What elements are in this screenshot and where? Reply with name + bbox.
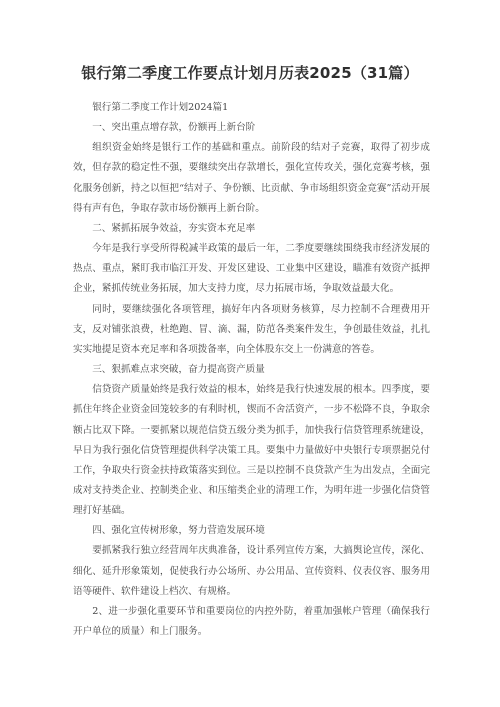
section-3-heading: 三、狠抓难点求突破，奋力提高资产质量 — [92, 364, 265, 376]
closing-paragraph: 2、进一步强化重要环节和重要岗位的内控外防，着重加强帐户管理（确保我行开户单位的质量）和上门服务。 — [73, 605, 430, 638]
document-title: 银行第二季度工作要点计划月历表2025（31篇） — [81, 64, 419, 82]
section-3-paragraph-1: 信贷资产质量始终是我行效益的根本，始终是我行快速发展的根本。四季度，要抓住年终企业资金回笼较多的有利时机，锲而不舍活资产，一步不松降不良，争取余额占比双下降。一要抓紧以规范信贷五级分类为抓手，加快我行信贷管理系统建设，早日为我行强化信贷管理提供科学决策工具。要集中力量做好中央银行专项票据兑付工作，争取央行资金扶持政策落实到位。三是以控制不良贷款产生为出发点，全面完成对支持类企业、控制类企业、和压缩类企业的清理工作，为明年进一步强化信贷管理打好基础。 — [73, 384, 430, 517]
document-subtitle: 银行第二季度工作计划2024篇1 — [92, 102, 229, 113]
section-4-paragraph-1: 要抓紧我行独立经营周年庆典准备，设计系列宣传方案，大搞舆论宣传，深化、细化、延升形象策划，促使我行办公场所、办公用品、宣传资料、仪表仪容、服务用语等硬件、软件建设上档次、有规格。 — [73, 545, 430, 597]
section-4-heading: 四、强化宣传树形象，努力营造发展环境 — [92, 525, 265, 537]
section-1-heading: 一、突出重点增存款，份额再上新台阶 — [92, 122, 256, 134]
section-2-heading: 二、紧抓拓展争效益，夯实资本充足率 — [92, 222, 256, 234]
section-1-paragraph-1: 组织资金始终是银行工作的基础和重点。前阶段的结对子竞赛，取得了初步成效，但存款的稳定性不强，要继续突出存款增长，强化宣传攻关，强化竞赛考核，强化服务创新，持之以恒把“结对子、争份额、比贡献、争市场组织资金竞赛”活动开展得有声有色，争取存款市场份额再上新台阶。 — [73, 142, 430, 214]
document-body — [73, 98, 430, 642]
section-2-paragraph-2: 同时，要继续强化各项管理，搞好年内各项财务核算，尽力控制不合理费用开支，反对铺张浪费，杜绝跑、冒、滴、漏，防范各类案件发生，争创最佳效益，扎扎实实地提足资本充足率和各项拨备率，向全体股东交上一份满意的答卷。 — [73, 303, 430, 355]
section-2-paragraph-1: 今年是我行享受所得税减半政策的最后一年，二季度要继续围绕我市经济发展的热点、重点，紧盯我市临江开发、开发区建设、工业集中区建设，瞄准有效资产抵押企业，紧抓传统业务拓展，加大支持力度，尽力拓展市场，争取效益最大化。 — [73, 243, 430, 295]
